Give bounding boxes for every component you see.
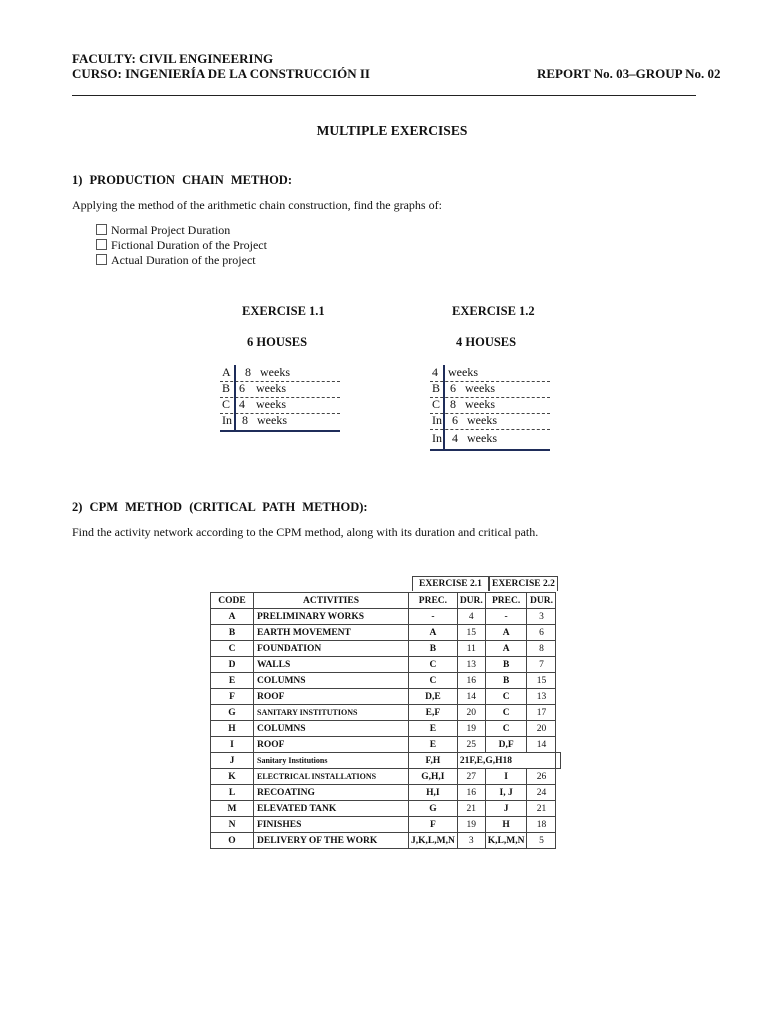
- prec1-cell: B: [409, 641, 458, 657]
- dur2-cell: 13: [527, 689, 556, 705]
- dur1-cell: 21: [457, 801, 485, 817]
- prec1-cell: C: [409, 673, 458, 689]
- activity-cell: PRELIMINARY WORKS: [254, 609, 409, 625]
- prec1-cell: E: [409, 737, 458, 753]
- code-cell: F: [211, 689, 254, 705]
- table-divider: [234, 365, 236, 431]
- activity-cell: WALLS: [254, 657, 409, 673]
- prec2-cell: C: [485, 705, 527, 721]
- table-row: [211, 753, 561, 769]
- prec1-cell: H,I: [409, 785, 458, 801]
- dur1-cell: 20: [457, 705, 485, 721]
- table-bottom-rule: [220, 430, 340, 432]
- dur2-cell: 8: [527, 641, 556, 657]
- table-row: [211, 737, 561, 753]
- code-cell: B: [211, 625, 254, 641]
- checklist-item: Fictional Duration of the Project: [96, 238, 267, 253]
- table-row: In 4 weeks: [432, 431, 497, 445]
- exercise-1-1-title: EXERCISE 1.1: [242, 304, 325, 318]
- prec1-cell: G,H,I: [409, 769, 458, 785]
- prec2-cell: D,F: [485, 737, 527, 753]
- table-row: [211, 833, 561, 849]
- faculty-label: FACULTY: CIVIL ENGINEERING: [72, 51, 274, 66]
- table-row: [211, 705, 561, 721]
- dur2-cell: 15: [527, 673, 556, 689]
- prec1-cell: D,E: [409, 689, 458, 705]
- prec1-cell: G: [409, 801, 458, 817]
- table-row: [211, 769, 561, 785]
- table-row: C 4 weeks: [220, 397, 340, 414]
- dur2-cell: 18: [527, 817, 556, 833]
- code-cell: D: [211, 657, 254, 673]
- code-cell: I: [211, 737, 254, 753]
- dur2-cell: 5: [527, 833, 556, 849]
- table-bottom-rule: [430, 449, 550, 451]
- prec1-cell: E,F: [409, 705, 458, 721]
- prec2-cell: C: [485, 721, 527, 737]
- table-row: C 8 weeks: [430, 397, 550, 414]
- activity-cell: RECOATING: [254, 785, 409, 801]
- col-dur2-header: DUR.: [527, 593, 556, 609]
- col-dur1-header: DUR.: [457, 593, 485, 609]
- dur2-cell: 14: [527, 737, 556, 753]
- code-cell: E: [211, 673, 254, 689]
- activity-cell: COLUMNS: [254, 721, 409, 737]
- prec2-cell: A: [485, 625, 527, 641]
- exercise-1-2-title: EXERCISE 1.2: [452, 304, 535, 318]
- code-cell: O: [211, 833, 254, 849]
- activity-cell: DELIVERY OF THE WORK: [254, 833, 409, 849]
- dur1-cell: 11: [457, 641, 485, 657]
- table-row: B 6 weeks: [220, 381, 340, 398]
- table-row: In 8 weeks: [222, 413, 287, 427]
- table-row: In 6 weeks: [430, 413, 550, 430]
- dur1-cell: 16: [457, 785, 485, 801]
- checkbox-icon: [96, 224, 107, 235]
- header-rule: [72, 95, 696, 96]
- section1-intro: Applying the method of the arithmetic chain construction, find the graphs of:: [72, 198, 442, 212]
- code-cell: L: [211, 785, 254, 801]
- code-cell: M: [211, 801, 254, 817]
- prec2-cell: J: [485, 801, 527, 817]
- exercise-1-2-table: [430, 365, 550, 451]
- dur1-cell: 15: [457, 625, 485, 641]
- table-row: [211, 801, 561, 817]
- dur2-cell: 24: [527, 785, 556, 801]
- dur2-cell: 20: [527, 721, 556, 737]
- dur1-cell: 13: [457, 657, 485, 673]
- col-prec1-header: PREC.: [409, 593, 458, 609]
- exercise-1-1-table: [220, 365, 340, 433]
- dur2-cell: 6: [527, 625, 556, 641]
- exercise-1-2-subtitle: 4 HOUSES: [456, 335, 517, 349]
- code-cell: K: [211, 769, 254, 785]
- table-row: [211, 785, 561, 801]
- activity-cell: FINISHES: [254, 817, 409, 833]
- cpm-table: [210, 592, 561, 849]
- page-title: MULTIPLE EXERCISES: [316, 123, 468, 138]
- table-divider: [443, 365, 445, 451]
- table-row: 4 weeks: [430, 365, 550, 382]
- activity-cell: ELEVATED TANK: [254, 801, 409, 817]
- section2-intro: Find the activity network according to the CPM method, along with its duration and critical path.: [72, 525, 539, 539]
- dur2-cell: 21: [527, 801, 556, 817]
- table-row: A 8 weeks: [220, 365, 340, 382]
- report-label: REPORT No. 03–GROUP No. 02: [537, 66, 721, 81]
- table-row: [211, 673, 561, 689]
- prec2-cell: I, J: [485, 785, 527, 801]
- code-cell: J: [211, 753, 254, 769]
- dur1-cell: 19: [457, 721, 485, 737]
- empty-cell: [556, 753, 561, 769]
- activity-cell: FOUNDATION: [254, 641, 409, 657]
- table-row: [211, 641, 561, 657]
- table-row: [211, 817, 561, 833]
- prec1-cell: F,H: [409, 753, 458, 769]
- activity-cell: EARTH MOVEMENT: [254, 625, 409, 641]
- exercise-2-1-header: EXERCISE 2.1: [412, 576, 489, 591]
- code-cell: H: [211, 721, 254, 737]
- prec2-cell: B: [485, 673, 527, 689]
- prec2-cell: -: [485, 609, 527, 625]
- activity-cell: ELECTRICAL INSTALLATIONS: [254, 769, 409, 785]
- prec1-cell: A: [409, 625, 458, 641]
- checkbox-icon: [96, 254, 107, 265]
- section1-heading: 1) PRODUCTION CHAIN METHOD:: [72, 173, 292, 187]
- dur1-cell: 19: [457, 817, 485, 833]
- prec1-cell: J,K,L,M,N: [409, 833, 458, 849]
- prec1-cell: C: [409, 657, 458, 673]
- activity-cell: COLUMNS: [254, 673, 409, 689]
- prec2-cell: K,L,M,N: [485, 833, 527, 849]
- dur2-cell: 3: [527, 609, 556, 625]
- dur2-cell: 7: [527, 657, 556, 673]
- code-cell: A: [211, 609, 254, 625]
- section2-heading: 2) CPM METHOD (CRITICAL PATH METHOD):: [72, 500, 368, 514]
- activity-cell: ROOF: [254, 737, 409, 753]
- activity-cell: Sanitary Institutions: [254, 753, 409, 769]
- col-code-header: CODE: [211, 593, 254, 609]
- merged-cell: 21F,E,G,H18: [457, 753, 556, 769]
- table-row: [211, 689, 561, 705]
- activity-cell: ROOF: [254, 689, 409, 705]
- checklist-item: Actual Duration of the project: [96, 253, 256, 268]
- prec1-cell: F: [409, 817, 458, 833]
- col-prec2-header: PREC.: [485, 593, 527, 609]
- exercise-2-2-header: EXERCISE 2.2: [489, 576, 558, 591]
- prec2-cell: B: [485, 657, 527, 673]
- prec1-cell: E: [409, 721, 458, 737]
- dur1-cell: 25: [457, 737, 485, 753]
- dur1-cell: 27: [457, 769, 485, 785]
- prec1-cell: -: [409, 609, 458, 625]
- table-row: B 6 weeks: [430, 381, 550, 398]
- code-cell: N: [211, 817, 254, 833]
- table-header-row: [211, 593, 561, 609]
- table-row: [211, 609, 561, 625]
- code-cell: G: [211, 705, 254, 721]
- table-row: [211, 625, 561, 641]
- dur1-cell: 16: [457, 673, 485, 689]
- table-row: [211, 657, 561, 673]
- checkbox-icon: [96, 239, 107, 250]
- dur1-cell: 14: [457, 689, 485, 705]
- dur1-cell: 3: [457, 833, 485, 849]
- course-label: CURSO: INGENIERÍA DE LA CONSTRUCCIÓN II: [72, 66, 370, 81]
- table-row: [211, 721, 561, 737]
- code-cell: C: [211, 641, 254, 657]
- prec2-cell: A: [485, 641, 527, 657]
- prec2-cell: I: [485, 769, 527, 785]
- prec2-cell: C: [485, 689, 527, 705]
- activity-cell: SANITARY INSTITUTIONS: [254, 705, 409, 721]
- dur2-cell: 26: [527, 769, 556, 785]
- exercise-1-1-subtitle: 6 HOUSES: [247, 335, 308, 349]
- prec2-cell: H: [485, 817, 527, 833]
- dur2-cell: 17: [527, 705, 556, 721]
- col-activities-header: ACTIVITIES: [254, 593, 409, 609]
- dur1-cell: 4: [457, 609, 485, 625]
- checklist-item: Normal Project Duration: [96, 223, 230, 238]
